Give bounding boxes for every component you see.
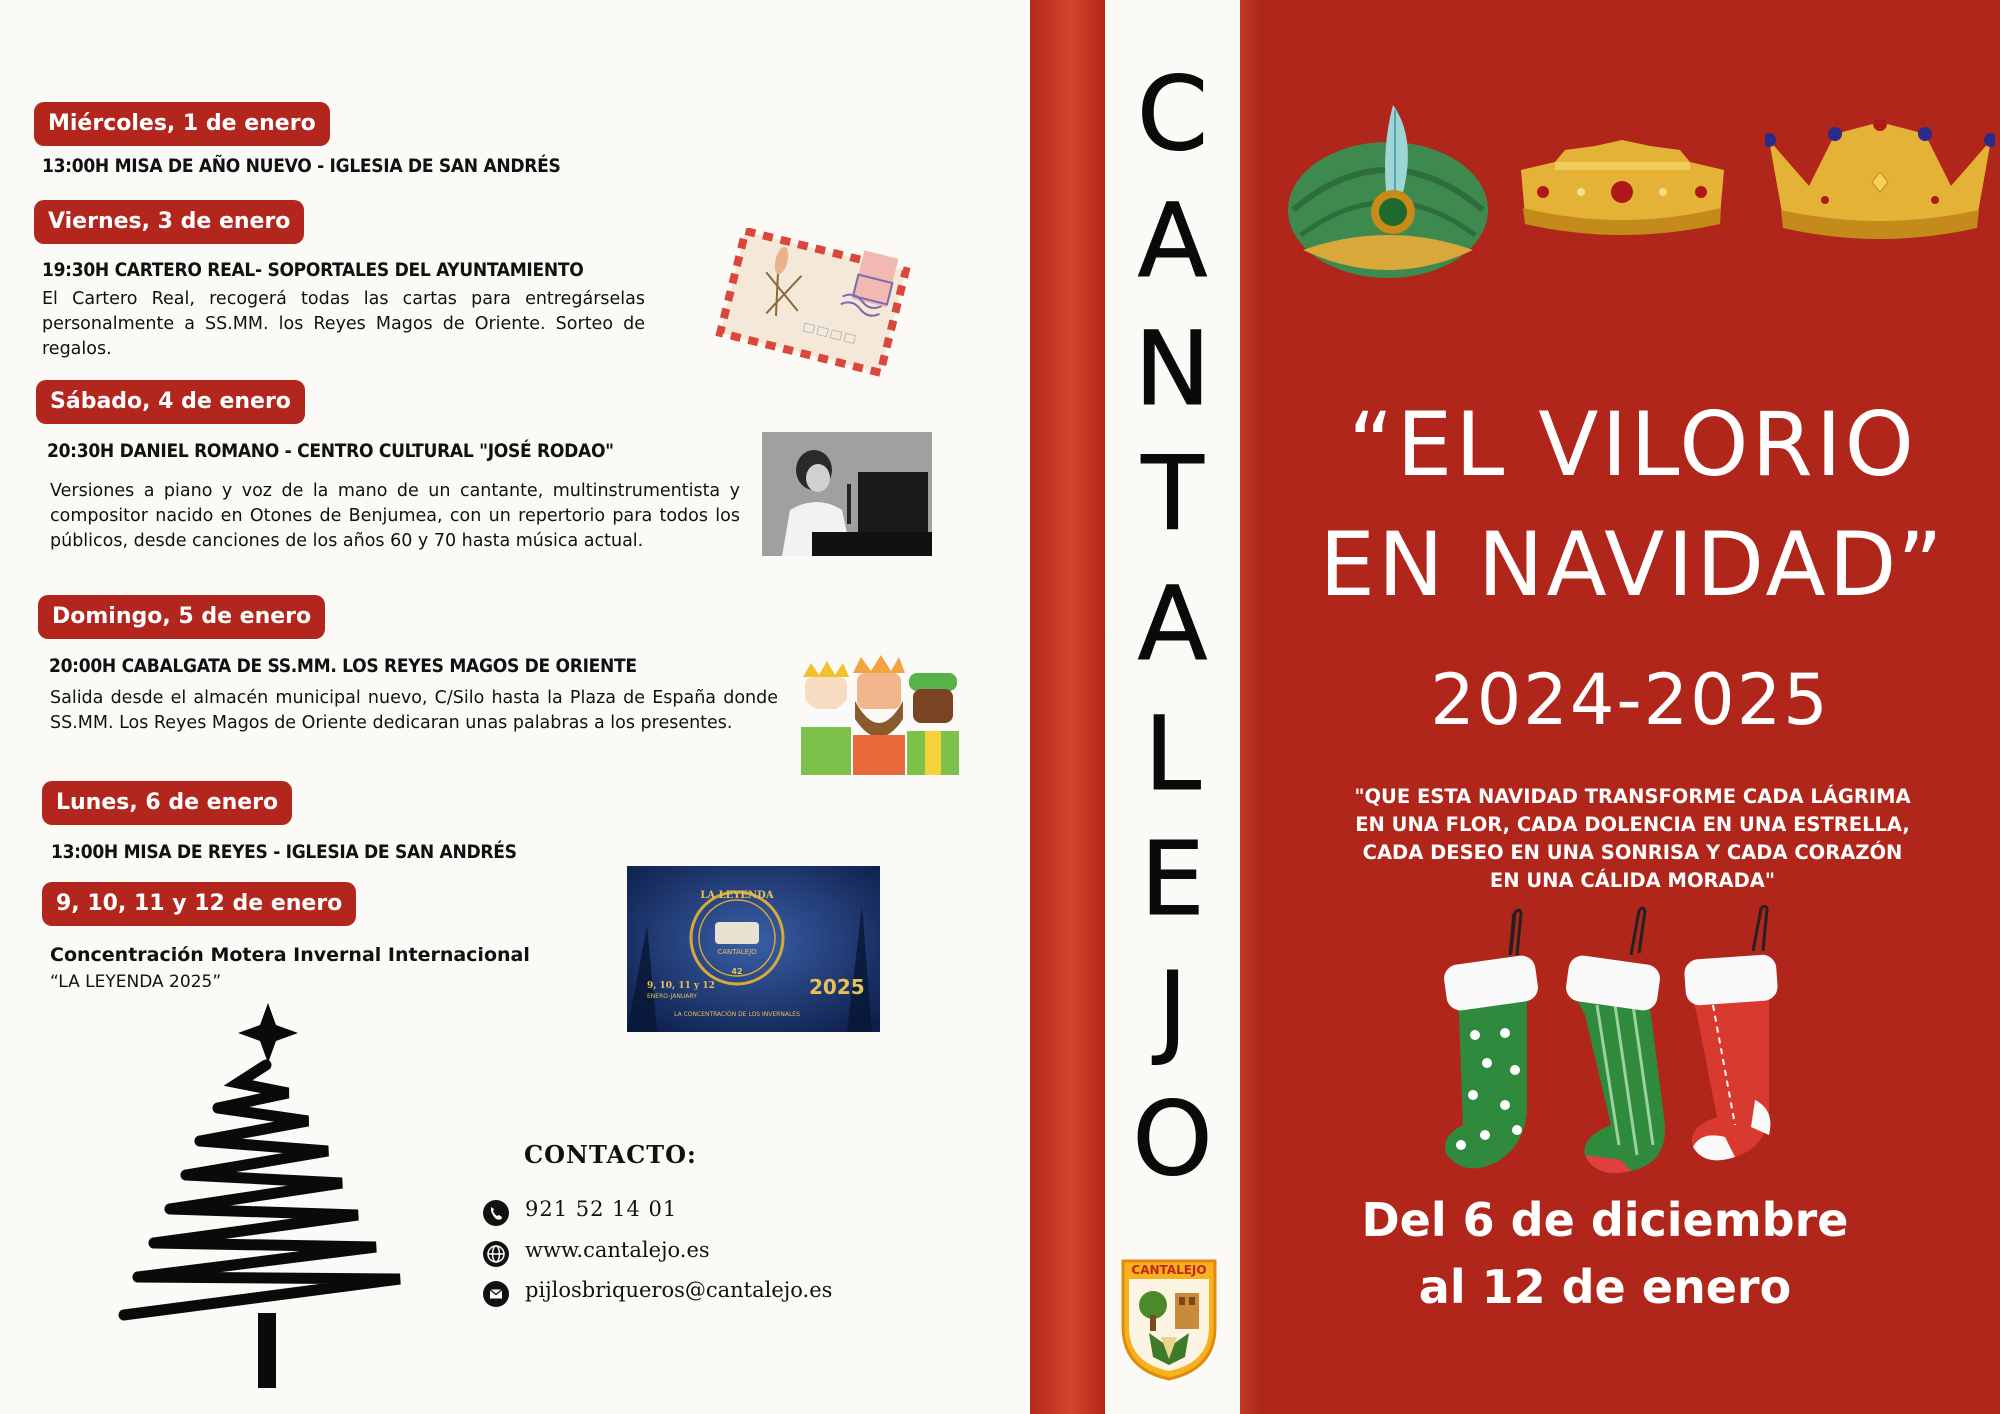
event-title: 19:30H CARTERO REAL- SOPORTALES DEL AYUNTAMIENTO bbox=[42, 259, 584, 281]
event-title: 20:00H CABALGATA DE SS.MM. LOS REYES MAGOS DE ORIENTE bbox=[49, 655, 637, 677]
cantalejo-shield-logo bbox=[1119, 1257, 1219, 1383]
green-turban-icon bbox=[1283, 100, 1493, 285]
event-title: 13:00H MISA DE AÑO NUEVO - IGLESIA DE SAN ANDRÉS bbox=[42, 155, 561, 177]
spine-letter: N bbox=[1134, 310, 1211, 429]
date-badge: 9, 10, 11 y 12 de enero bbox=[42, 882, 356, 926]
event-title: 13:00H MISA DE REYES - IGLESIA DE SAN ANDRÉS bbox=[51, 841, 517, 863]
poster-town: CANTALEJO bbox=[717, 948, 757, 956]
la-leyenda-poster bbox=[627, 866, 880, 1032]
globe-icon bbox=[483, 1241, 509, 1267]
event-title: 20:30H DANIEL ROMANO - CENTRO CULTURAL "JOSÉ RODAO" bbox=[47, 440, 614, 462]
spine-letter: E bbox=[1140, 820, 1205, 939]
spine-letter: T bbox=[1141, 435, 1204, 554]
contact-heading: CONTACTO: bbox=[524, 1140, 697, 1169]
contact-phone[interactable]: 921 52 14 01 bbox=[525, 1197, 678, 1221]
cover-years: 2024-2025 bbox=[1430, 659, 1830, 741]
poster-caption: LA CONCENTRACIÓN DE LOS INVERNALES bbox=[674, 1011, 800, 1018]
spine-red-band bbox=[1030, 0, 1105, 1414]
cover-title-line-2: EN NAVIDAD” bbox=[1319, 513, 1946, 616]
poster-title: LA LEYENDA bbox=[700, 890, 774, 901]
date-badge: Sábado, 4 de enero bbox=[36, 380, 305, 424]
date-badge: Miércoles, 1 de enero bbox=[34, 102, 330, 146]
christmas-tree-icon bbox=[118, 1003, 418, 1388]
date-badge: Viernes, 3 de enero bbox=[34, 200, 304, 244]
contact-web[interactable]: www.cantalejo.es bbox=[525, 1238, 710, 1262]
poster-dates: 9, 10, 11 y 12 bbox=[647, 981, 715, 991]
cover-quote-line: EN UNA FLOR, CADA DOLENCIA EN UNA ESTRELLA, bbox=[1355, 813, 1910, 836]
mail-icon bbox=[483, 1281, 509, 1307]
cover-dates-line-2: al 12 de enero bbox=[1418, 1260, 1792, 1314]
spine-letter: O bbox=[1132, 1080, 1213, 1199]
event-title: Concentración Motera Invernal Internacional bbox=[50, 944, 530, 966]
three-kings-icon bbox=[795, 655, 970, 775]
cover-quote-line: EN UNA CÁLIDA MORADA" bbox=[1489, 869, 1776, 892]
spine-letter: A bbox=[1137, 565, 1208, 684]
gold-crown-icon bbox=[1515, 140, 1730, 240]
spine-red-edge bbox=[1240, 0, 1265, 1414]
cover-title-line-1: “EL VILORIO bbox=[1348, 393, 1917, 496]
christmas-stockings-icon bbox=[1435, 905, 1810, 1185]
poster-year: 2025 bbox=[809, 975, 865, 999]
jeweled-crown-icon bbox=[1765, 120, 1995, 245]
spine-letter: L bbox=[1144, 695, 1201, 814]
spine-letter: A bbox=[1137, 182, 1208, 301]
event-description: Salida desde el almacén municipal nuevo, C/Silo hasta la Plaza de España donde SS.MM. Los Reyes Magos de Oriente dedicaran unas palabras a los presentes. bbox=[50, 688, 778, 733]
event-subtitle: “LA LEYENDA 2025” bbox=[50, 972, 222, 992]
spine-letter: J bbox=[1157, 950, 1188, 1069]
cover-quote-line: "QUE ESTA NAVIDAD TRANSFORME CADA LÁGRIMA bbox=[1354, 785, 1911, 808]
event-description: Versiones a piano y voz de la mano de un cantante, multinstrumentista y compositor nacido en Otones de Benjumea, con un repertorio para todos los públicos, desde canciones de los años 60 y 70 hasta música actual. bbox=[50, 481, 740, 551]
phone-icon bbox=[483, 1200, 509, 1226]
date-badge: Lunes, 6 de enero bbox=[42, 781, 292, 825]
cover-quote-line: CADA DESEO EN UNA SONRISA Y CADA CORAZÓN bbox=[1362, 841, 1903, 864]
poster-edition: 42 bbox=[731, 967, 743, 976]
letter-envelope-icon bbox=[700, 228, 915, 378]
event-description: El Cartero Real, recogerá todas las cartas para entregárselas personalmente a SS.MM. los Reyes Magos de Oriente. Sorteo de regalos. bbox=[42, 289, 645, 359]
contact-email[interactable]: pijlosbriqueros@cantalejo.es bbox=[525, 1278, 833, 1302]
date-badge: Domingo, 5 de enero bbox=[38, 595, 325, 639]
poster-month: ENERO-JANUARY bbox=[647, 993, 697, 1000]
cover-dates-line-1: Del 6 de diciembre bbox=[1361, 1193, 1849, 1247]
spine-letter: C bbox=[1136, 55, 1209, 174]
shield-label: CANTALEJO bbox=[1131, 1263, 1207, 1277]
pianist-photo bbox=[762, 432, 932, 556]
